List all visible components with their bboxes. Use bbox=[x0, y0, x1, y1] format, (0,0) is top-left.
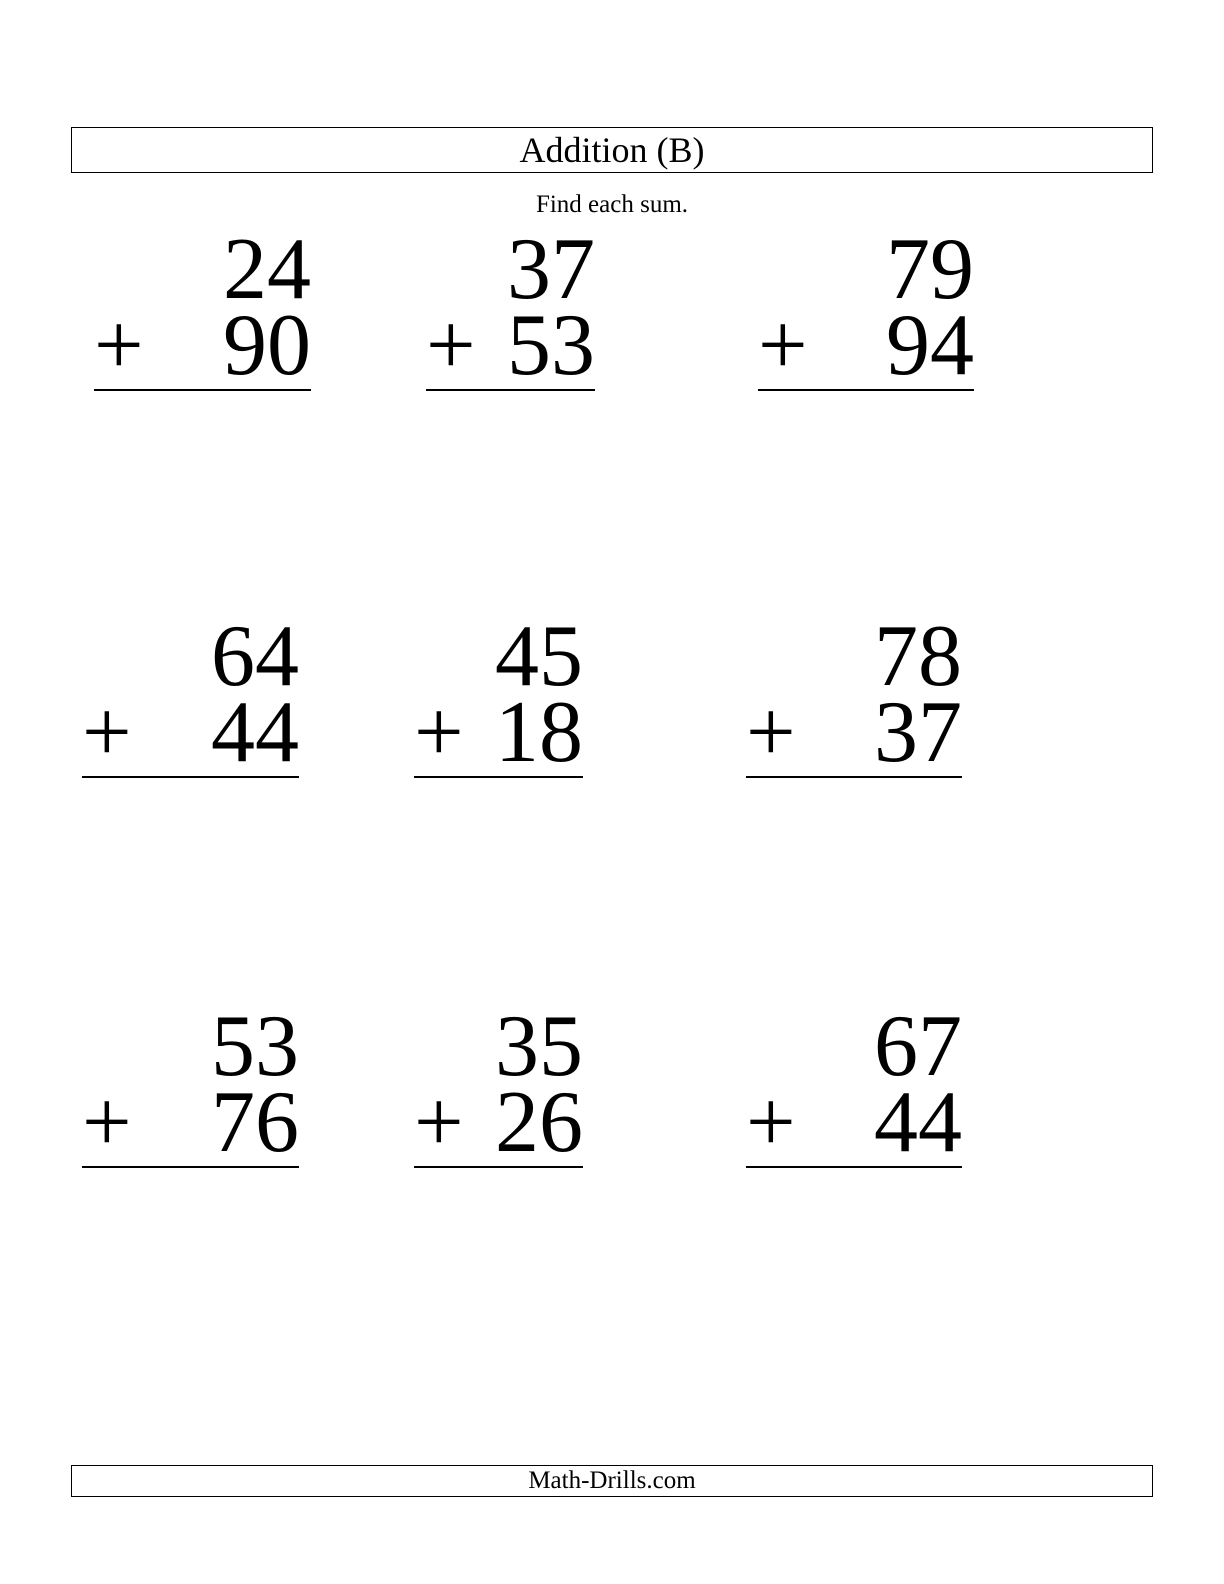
problem-top-number: 78 bbox=[874, 608, 962, 705]
answer-line bbox=[82, 1166, 299, 1168]
problem-3 bbox=[758, 221, 974, 394]
problem-bottom-number: 94 bbox=[886, 297, 974, 394]
problem-7 bbox=[82, 998, 299, 1171]
answer-line bbox=[414, 776, 583, 778]
instructions-text: Find each sum. bbox=[535, 191, 689, 218]
plus-sign: + bbox=[82, 684, 132, 781]
problem-1 bbox=[94, 221, 311, 394]
answer-line bbox=[414, 1166, 583, 1168]
answer-line bbox=[82, 776, 299, 778]
problem-6 bbox=[746, 608, 962, 781]
problem-top-number: 45 bbox=[495, 608, 583, 705]
problem-bottom-number: 44 bbox=[874, 1074, 962, 1171]
answer-line bbox=[758, 389, 974, 391]
problem-8 bbox=[414, 998, 583, 1171]
problem-bottom-number: 44 bbox=[211, 684, 299, 781]
plus-sign: + bbox=[94, 297, 144, 394]
plus-sign: + bbox=[758, 297, 808, 394]
plus-sign: + bbox=[414, 684, 464, 781]
problem-top-number: 24 bbox=[223, 221, 311, 318]
answer-line bbox=[746, 1166, 962, 1168]
problem-bottom-number: 37 bbox=[874, 684, 962, 781]
problem-top-number: 37 bbox=[507, 221, 595, 318]
problem-top-number: 79 bbox=[886, 221, 974, 318]
problem-bottom-number: 26 bbox=[495, 1074, 583, 1171]
answer-line bbox=[746, 776, 962, 778]
footer-site-name: Math-Drills.com bbox=[71, 1465, 1153, 1497]
problem-top-number: 67 bbox=[874, 998, 962, 1095]
answer-line bbox=[426, 389, 595, 391]
plus-sign: + bbox=[82, 1074, 132, 1171]
plus-sign: + bbox=[426, 297, 476, 394]
problem-top-number: 53 bbox=[211, 998, 299, 1095]
problem-9 bbox=[746, 998, 962, 1171]
problem-4 bbox=[82, 608, 299, 781]
worksheet-title: Addition (B) bbox=[71, 127, 1153, 173]
problem-top-number: 35 bbox=[495, 998, 583, 1095]
problem-bottom-number: 76 bbox=[211, 1074, 299, 1171]
problem-bottom-number: 90 bbox=[223, 297, 311, 394]
plus-sign: + bbox=[414, 1074, 464, 1171]
problem-2 bbox=[426, 221, 595, 394]
plus-sign: + bbox=[746, 684, 796, 781]
plus-sign: + bbox=[746, 1074, 796, 1171]
answer-line bbox=[94, 389, 311, 391]
problem-top-number: 64 bbox=[211, 608, 299, 705]
problem-bottom-number: 53 bbox=[507, 297, 595, 394]
problem-bottom-number: 18 bbox=[495, 684, 583, 781]
problem-5 bbox=[414, 608, 583, 781]
